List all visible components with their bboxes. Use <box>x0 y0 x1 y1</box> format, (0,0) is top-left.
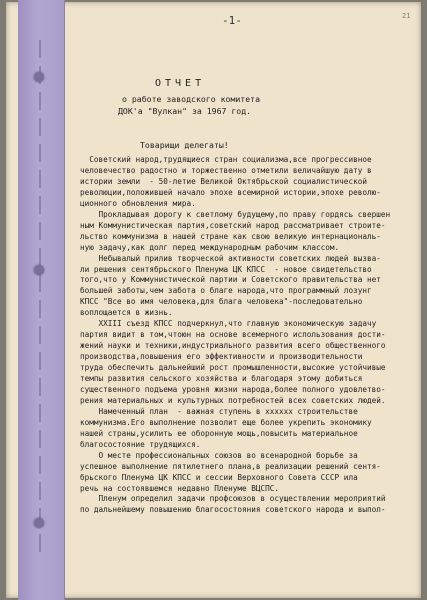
text-line: существенного подъема уровня жизни народа,более полного удовлетво- <box>80 384 386 394</box>
text-line: благосостояние трудящихся. <box>80 439 201 449</box>
document-title: ОТЧЕТ <box>155 78 206 89</box>
binding-thread <box>39 40 41 560</box>
text-line: коммунизма.Его выполнение позволит еще более укрепить экономику <box>80 417 372 427</box>
text-line: революции,положившей начало эпохе всемирной истории,эпохе револю- <box>80 187 381 197</box>
text-line: рения материальных и культурных потребностей всех советских людей. <box>80 395 386 405</box>
text-line: ционного обновления мира. <box>80 198 196 208</box>
text-line: льство коммунизма в нашей стране как свою великую интернациональ- <box>80 231 381 241</box>
page-number: -1- <box>222 14 242 27</box>
text-line: речь на состоявшемся недавно Пленуме ВЦСПС. <box>80 483 280 493</box>
text-line: партия видит в том,чтоюн на основе всемерного использования дости- <box>80 330 386 340</box>
text-line: КПСС "Все во имя человека,для блага человека"-последовательно <box>80 297 363 307</box>
document-subtitle: ДОК'а "Вулкан" за 1967 год. <box>118 106 252 116</box>
text-line: Небывалый прилив творческой активности советских людей вызва- <box>80 253 381 263</box>
archive-mark: 21 <box>402 12 411 20</box>
text-line: воплощается в жизнь. <box>80 308 173 318</box>
text-line: Пленум определил задачи профсоюзов в осуществлении мероприятий <box>80 494 386 504</box>
text-line: истории земли - 50-летие Великой Октябрьской социалистической <box>80 176 367 186</box>
text-line: ную задачу,как долг перед международным рабочим классом. <box>80 242 340 252</box>
text-line: жений науки и техники,индустриального развития всего общественного <box>80 341 386 351</box>
binding-hole <box>34 72 44 82</box>
text-line: Прокладывая дорогу к светлому будущему,по праву гордясь свершен <box>80 209 391 219</box>
text-line: большей заботы,чем забота о благе народа,что программный лозунг <box>80 286 372 296</box>
text-line: человечество радостно и торжественно отметили величайшую дату в <box>80 165 372 175</box>
text-line: О месте профессиональных союзов во всенародной борьбе за <box>80 450 358 460</box>
binding-hole <box>34 518 44 528</box>
text-line: ли решения сентябрьского Пленума ЦК КПСС - новое свидетельство <box>80 264 372 274</box>
text-line: по дальнейшему повышению благосостояния советского народа и выпол- <box>80 505 386 515</box>
text-line: Советский народ,трудящиеся стран социализма,все прогрессивное <box>80 155 372 164</box>
text-line: труда обеспечить дальнейший рост промышленности,высокие устойчивые <box>80 363 386 373</box>
binding-hole <box>34 265 44 275</box>
text-line: нашей страны,усилить ее оборонную мощь,повысить материальное <box>80 428 358 438</box>
text-line: темпы развития сельского хозяйства и благодаря этому добиться <box>80 374 363 383</box>
text-line: успешное выполнение пятилетнего плана,в реализации решений сентя- <box>80 461 381 471</box>
text-line: ным Коммунистическая партия,советский народ рассматривает строите- <box>80 220 386 230</box>
text-line: того,что у Коммунистической партии и Советского правительства нет <box>80 275 381 285</box>
greeting: Товарищи делегаты! <box>140 140 229 150</box>
text-line: брьского Пленума ЦК КПСС и сессии Верховного Совета СССР ила <box>80 472 358 482</box>
text-line: Намеченный план - важная ступень в хххххх строительстве <box>80 406 358 416</box>
text-line: XXIII съезд КПСС подчеркнул,что главную экономическую задачу <box>80 319 377 329</box>
document-subtitle: о работе заводского комитета <box>122 94 261 104</box>
binding-strip <box>18 0 65 600</box>
text-line: производства,повышения его эффективности и производительности <box>80 352 363 362</box>
